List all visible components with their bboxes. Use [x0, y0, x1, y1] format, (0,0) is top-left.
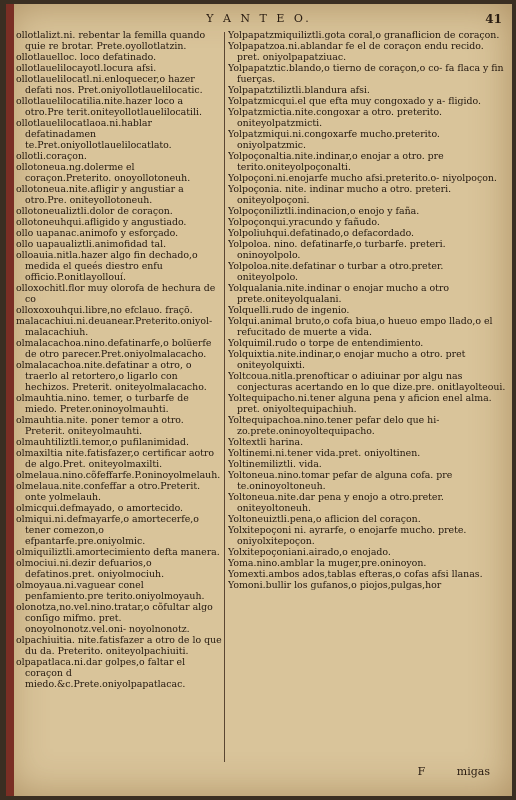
dictionary-entry: Yoltequipachoa.nino.tener pefar delo que hi- zo.prete.oninoyoltequipacho.: [228, 415, 440, 437]
dictionary-entry: ollotlalizt.ni. rebentar la femilla quando quie re brotar. Prete.oyollotlatzin.: [16, 30, 206, 52]
dictionary-entry: malacachiui.ni.deuanear.Preterito.oniyol- malacachiuh.: [16, 316, 213, 338]
dictionary-entry: Yoltoneuiztli.pena,o aflicion del coraçon.: [228, 514, 421, 525]
dictionary-entry: Yolpoliuhqui.defatinado,o defacordado.: [228, 228, 415, 239]
dictionary-entry: Yolquixtia.nite.indinar,o enojar mucho a otro. pret oniteyolquixti.: [228, 349, 466, 371]
dictionary-entry: Yolpatzmicqui.el que efta muy congoxado y a- fligido.: [228, 96, 481, 107]
dictionary-entry: olmauhtia.nite. poner temor a otro. Preterit. oniteyolmauhti.: [16, 415, 184, 437]
dictionary-entry: olmelaua.nino.cõfeffarfe.P.oninoyolmelauh.: [16, 470, 221, 481]
column-divider: [224, 32, 225, 762]
dictionary-entry: Yolpapatzmiquiliztli.gota coral,o granaflicion de coraçon.: [228, 30, 500, 41]
dictionary-entry: olpachiuitia. nite.fatisfazer a otro de lo que du da. Preterito. oniteyolpachiuiti.: [16, 635, 222, 657]
dictionary-entry: olloxoxouhqui.libre,no efclauo. fraçō.: [16, 305, 193, 316]
signature-mark: F: [417, 765, 426, 778]
dictionary-entry: Yolpatzmictia.nite.congoxar a otro. preterito. oniteyolpatzmicti.: [228, 107, 442, 129]
dictionary-entry: Yolqualania.nite.indinar o enojar mucho a otro prete.oniteyolqualani.: [228, 283, 450, 305]
dictionary-entry: Yoma.nino.amblar la muger,pre.oninoyon.: [228, 558, 427, 569]
dictionary-entry: ollotlauelilocatl.ni.enloquecer,o hazer defati nos. Pret.oniyollotlauelilocatic.: [16, 74, 203, 96]
dictionary-entry: Yolpapatztic.blando,o tierno de coraçon,o co- fa flaca y fin fuerças.: [228, 63, 504, 85]
dictionary-entry: Yoltoneua.nite.dar pena y enojo a otro.preter. oniteyoltoneuh.: [228, 492, 444, 514]
dictionary-entry: olmauhtia.nino. temer, o turbarfe de miedo. Preter.oninoyolmauhti.: [16, 393, 189, 415]
dictionary-entry: olmalacachoa.nite.defatinar a otro, o traerlo al retortero,o ligarlo con hechizos. Preterit. oniteyolmalacacho.: [16, 360, 207, 393]
dictionary-entry: olmoyaua.ni.vaguear conel penfamiento.pre terito.oniyolmoyauh.: [16, 580, 205, 602]
dictionary-entry: Yoltoneua.nino.tomar pefar de alguna cofa. pre te.oninoyoltoneuh.: [228, 470, 453, 492]
dictionary-entry: Yolquimil.rudo o torpe de entendimiento.: [228, 338, 424, 349]
dictionary-entry: ollotlauelilocayotl.locura afsi.: [16, 63, 157, 74]
dictionary-entry: Yolpoçonia. nite. indinar mucho a otro. preteri. oniteyolpoçoni.: [228, 184, 452, 206]
dictionary-entry: olmelaua.nite.confeffar a otro.Preterit. onte yolmelauh.: [16, 481, 201, 503]
dictionary-entry: ollotli.coraçon.: [16, 151, 87, 162]
dictionary-entry: olmaxiltia nite.fatisfazer,o certificar aotro de algo.Pret. oniteyolmaxilti.: [16, 448, 215, 470]
dictionary-entry: olmauhtiliztli.temor,o pufilanimidad.: [16, 437, 189, 448]
dictionary-entry: olloauia.nitla.hazer algo fin dechado,o medida el queés diestro enfu officio.P.onitlayollouí.: [16, 250, 198, 283]
left-column: [16, 30, 222, 690]
dictionary-entry: Yomexti.ambos ados,tablas efteras,o cofas afsi llanas.: [228, 569, 483, 580]
page-header: [6, 12, 512, 30]
dictionary-entry: Yolpatzmiqui.ni.congoxarfe mucho.preterito. oniyolpatzmic.: [228, 129, 440, 151]
dictionary-entry: Yolquelli.rudo de ingenio.: [228, 305, 350, 316]
dictionary-entry: ollotoneuhqui.afligido y angustiado.: [16, 217, 187, 228]
dictionary-entry: Yolpoloa. nino. defatinarfe,o turbarfe. preteri. oninoyolpolo.: [228, 239, 446, 261]
dictionary-entry: olmicqui.defmayado, o amortecido.: [16, 503, 184, 514]
dictionary-entry: olmiquiliztli.amortecimiento defta manera.: [16, 547, 220, 558]
running-head: Y A N T E O.: [206, 12, 312, 25]
dictionary-entry: Yoltextli harina.: [228, 437, 304, 448]
dictionary-entry: Yolpapatzoa.ni.ablandar fe el de coraçon endu recido. pret. oniyolpapatziuac.: [228, 41, 484, 63]
dictionary-entry: Yomoni.bullir los gufanos,o piojos,pulgas,hor: [228, 580, 442, 591]
dictionary-entry: ollo uapanac.animofo y esforçado.: [16, 228, 179, 239]
dictionary-entry: Yolpapatztiliztli.blandura afsi.: [228, 85, 370, 96]
dictionary-entry: ollotoneua.nite.afligir y angustiar a otro.Pre. oniteyollotoneuh.: [16, 184, 184, 206]
right-column: [228, 30, 506, 591]
dictionary-entry: olmiqui.ni.defmayarfe,o amortecerfe,o tener comezon,o efpantarfe.pre.oniyolmic.: [16, 514, 199, 547]
dictionary-entry: olmociui.ni.dezir defuarios,o defatinos.pret. oniyolmociuh.: [16, 558, 165, 580]
dictionary-entry: ollotlauelilocatlaoa.ni.hablar defatinadamen te.Pret.oniyollotlauelilocatlato.: [16, 118, 172, 151]
dictionary-entry: Yolqui.animal bruto,o cofa biua,o hueuo empo llado,o el refucitado de muerte a vida.: [228, 316, 493, 338]
dictionary-entry: Yoltequipacho.ni.tener alguna pena y aficion enel alma. pret. oniyoltequipachiuh.: [228, 393, 492, 415]
dictionary-entry: Yolxitepoçoniani.airado,o enojado.: [228, 547, 391, 558]
binding-edge: [6, 4, 14, 796]
dictionary-entry: olpapatlaca.ni.dar golpes,o faltar el coraçon d miedo.&c.Prete.oniyolpapatlacac.: [16, 657, 186, 690]
dictionary-entry: Yoltinemi.ni.tener vida.pret. oniyoltinen.: [228, 448, 421, 459]
dictionary-entry: Yolpoçonaltia.nite.indinar,o enojar a otro. pre terito.oniteyolpoçonalti.: [228, 151, 444, 173]
page-number: 41: [485, 12, 502, 26]
dictionary-entry: Yolxitepoçoni ni. ayrarfe, o enojarfe mucho. prete. oniyolxitepoçon.: [228, 525, 467, 547]
dictionary-entry: Yolpoçonqui.yracundo y fañudo.: [228, 217, 380, 228]
dictionary-entry: olonotza,no.vel.nino.tratar,o cõfultar algo conſigo mifmo. pret. onoyolnonotz.vel.oni- noyolnonotz.: [16, 602, 213, 635]
dictionary-entry: olmalacachoa.nino.defatinarfe,o bolüerfe de otro parecer.Pret.oniyolmalacacho.: [16, 338, 212, 360]
dictionary-entry: Yoltinemiliztli. vida.: [228, 459, 322, 470]
dictionary-entry: Yolpoloa.nite.defatinar o turbar a otro.preter. oniteyolpolo.: [228, 261, 444, 283]
page-footer: [390, 765, 490, 778]
dictionary-entry: Yolpoçoniliztli.indinacion,o enojo y faña.: [228, 206, 420, 217]
dictionary-entry: Yoltcoua.nitla.prenofticar o adiuinar por algu nas conjecturas acertando en lo que dize.pre. onitlayolteoui.: [228, 371, 506, 393]
dictionary-entry: ollotoneualiztli.dolor de coraçon.: [16, 206, 173, 217]
dictionary-entry: ollotoneua.ng.dolerme el coraçon.Preterito. onoyollotoneuh.: [16, 162, 191, 184]
catchword: migas: [456, 765, 490, 778]
dictionary-entry: ollo uapaualiztli.animofidad tal.: [16, 239, 167, 250]
dictionary-entry: Yolpoçoni.ni.enojarfe mucho afsi.preterito.o- niyolpoçon.: [228, 173, 497, 184]
book-page: [6, 4, 512, 796]
dictionary-entry: olloxochitl.flor muy olorofa de hechura de co: [16, 283, 216, 305]
dictionary-entry: ollotlauelilocatilia.nite.hazer loco a otro.Pre terit.oniteyollotlauelilocatili.: [16, 96, 202, 118]
dictionary-entry: ollotlauelloc. loco defatinado.: [16, 52, 157, 63]
